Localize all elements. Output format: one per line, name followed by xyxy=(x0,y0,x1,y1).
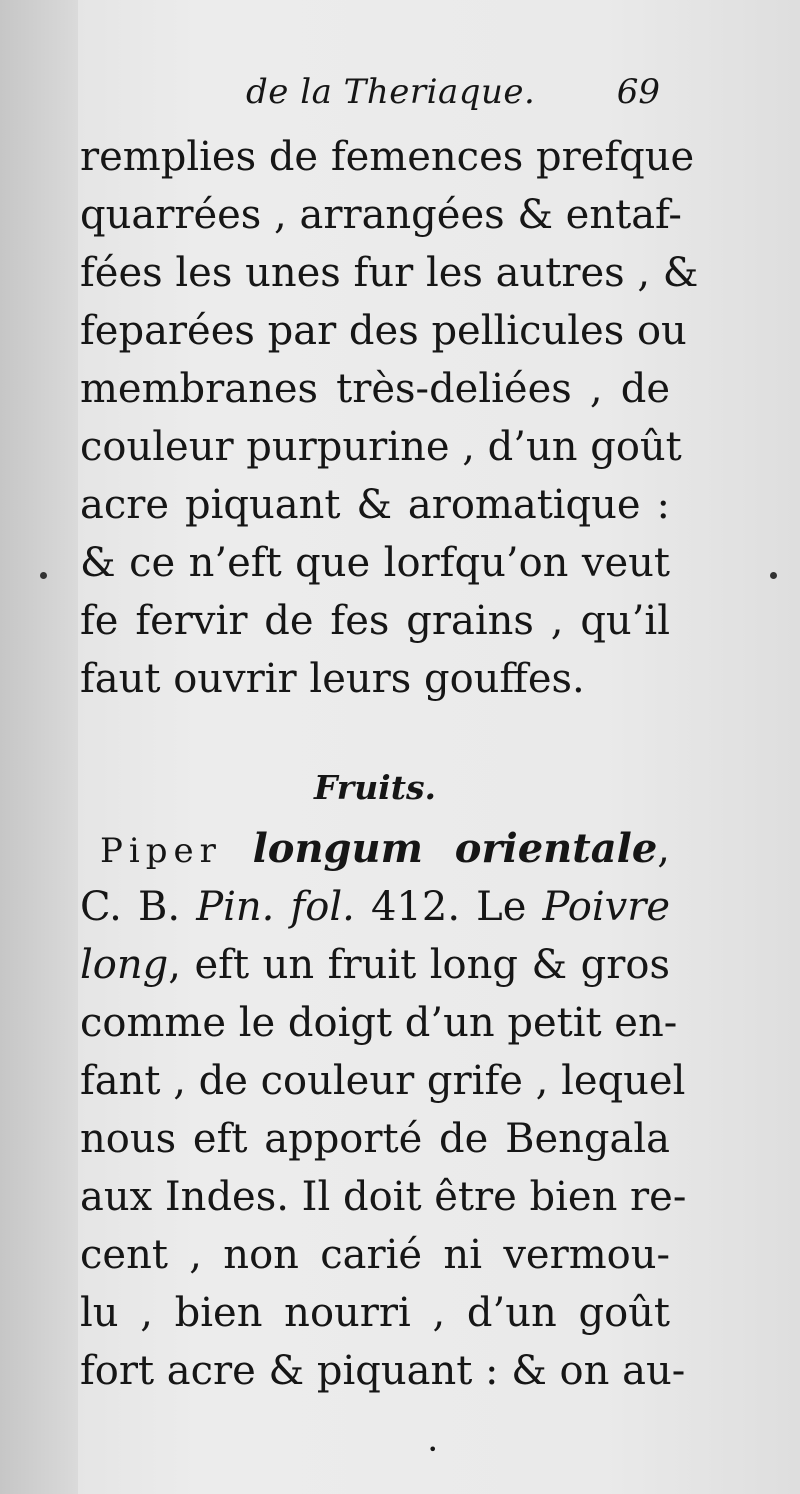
text-line: fant , de couleur grife , lequel xyxy=(80,1058,686,1104)
text-line: feparées par des pellicules ou xyxy=(80,308,687,354)
paragraph-2 xyxy=(80,820,687,1400)
text-line: cent , non carié ni vermou- xyxy=(80,1232,670,1278)
text-line: nous eft apporté de Bengala xyxy=(80,1116,670,1162)
citation-folio: fol. xyxy=(290,884,355,930)
text-run: , eft un fruit long & gros xyxy=(168,942,670,988)
citation-work: Pin. xyxy=(196,884,275,930)
text-line: remplies de femences prefque xyxy=(80,134,695,180)
text-line: quarrées , arrangées & entaf- xyxy=(80,192,682,238)
text-line-long xyxy=(80,936,670,994)
footer-mark: • xyxy=(428,1440,438,1459)
citation-author: C. B. xyxy=(80,884,181,930)
ink-speck-left xyxy=(40,572,47,579)
body-text xyxy=(80,128,699,1400)
text-line-piper xyxy=(80,820,670,878)
latin-name: longum orientale xyxy=(252,825,658,872)
article-word: Le xyxy=(476,884,527,930)
running-head: de la Theriaque. xyxy=(246,72,536,112)
text-line: couleur purpurine , d’un goût xyxy=(80,424,682,470)
ink-speck-right xyxy=(770,572,777,579)
text-line: & ce n’eft que lorfqu’on veut xyxy=(80,540,670,586)
page-number: 69 xyxy=(616,72,660,112)
section-heading: Fruits. xyxy=(313,768,437,807)
citation-number: 412. xyxy=(370,884,461,930)
text-line: fées les unes fur les autres , & xyxy=(80,250,699,296)
common-name: Poivre xyxy=(542,884,671,930)
paragraph-1 xyxy=(80,128,699,708)
common-name-cont: long xyxy=(80,942,169,988)
binding-gutter xyxy=(0,0,78,1494)
text-line: acre piquant & aromatique : xyxy=(80,482,670,528)
text-line: lu , bien nourri , d’un goût xyxy=(80,1290,670,1336)
text-line: faut ouvrir leurs gouffes. xyxy=(80,656,585,702)
text-line: comme le doigt d’un petit en- xyxy=(80,1000,678,1046)
page-header xyxy=(246,72,666,122)
text-line: fe fervir de fes grains , qu’il xyxy=(80,598,670,644)
punctuation: , xyxy=(657,826,671,872)
lead-word: Piper xyxy=(100,831,222,871)
text-line: fort acre & piquant : & on au- xyxy=(80,1348,686,1394)
text-line: aux Indes. Il doit être bien re- xyxy=(80,1174,687,1220)
text-line-citation xyxy=(80,878,670,936)
text-line: membranes très-deliées , de xyxy=(80,366,670,412)
